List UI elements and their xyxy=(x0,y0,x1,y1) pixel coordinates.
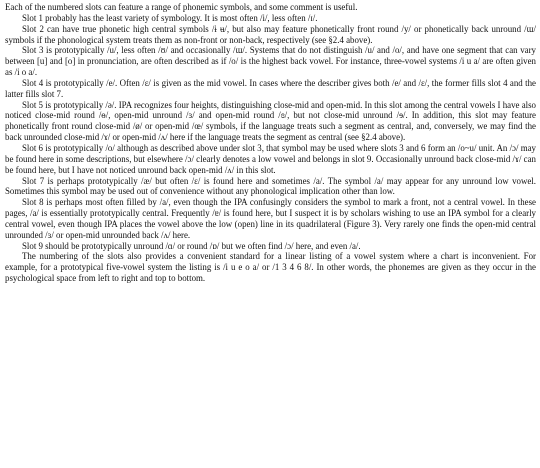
paragraph-slot-3: Slot 3 is prototypically /u/, less often /ʊ/ and occasionally /ɯ/. Systems that do not distinguish /u/ and /o/, and have one segment that can vary between [u] and [o] in pronunciation, are often described as if /o/ is the highest back vowel. For instance, three-vowel systems /i u a/ are often given as /i o a/. xyxy=(5,45,536,78)
document-page xyxy=(5,2,536,284)
paragraph-slot-1: Slot 1 probably has the least variety of symbology. It is most often /i/, less often /ɪ/. xyxy=(22,12,318,23)
paragraph-slot-7: Slot 7 is perhaps prototypically /æ/ but often /ɛ/ is found here and sometimes /a/. The symbol /a/ may appear for any unround low vowel. Sometimes this symbol may be used out of convenience without any phonological implication other than low. xyxy=(5,175,536,197)
paragraph-intro: Each of the numbered slots can feature a range of phonemic symbols, and some comment is useful. xyxy=(5,2,358,12)
paragraph-slot-5: Slot 5 is prototypically /ə/. IPA recognizes four heights, distinguishing close-mid and open-mid. In this slot among the central vowels I have also noticed close-mid round /ɵ/, open-mid unround /ɜ/ and open-mid round /ɞ/, but not close-mid unround /ɘ/. In addition, this slot may feature phonetically front round close-mid /ø/ or open-mid /œ/ symbols, if the language treats such a segment as central, and, conversely, we may find the back unrounded close-mid /ɤ/ or open-mid /ʌ/ here if the language treats the segment as central (see §2.4 above). xyxy=(5,99,536,143)
paragraph-slot-9: Slot 9 should be prototypically unround /ɑ/ or round /ɒ/ but we often find /ɔ/ here, and even /a/. xyxy=(22,240,361,251)
paragraph-slot-8: Slot 8 is perhaps most often filled by /a/, even though the IPA confusingly considers the symbol to mark a front, not a central vowel. In these pages, /a/ is essentially prototypically central. Frequently /ɐ/ is found here, but I suspect it is by scholars wishing to use an IPA symbol for a clearly central vowel, even though IPA places the vowel above the low (open) line in its quadrilateral (Figure 3). Very rarely one finds the open-mid central unrounded /ɜ/ or open-mid unrounded back /ʌ/ here. xyxy=(5,197,536,240)
paragraph-slot-4: Slot 4 is prototypically /e/. Often /ɛ/ is given as the mid vowel. In cases where the describer gives both /e/ and /ɛ/, the former fills slot 4 and the latter fills slot 7. xyxy=(5,77,536,99)
paragraph-numbering: The numbering of the slots also provides a convenient standard for a linear listing of a vowel system where a chart is inconvenient. For example, for a prototypical five-vowel system the listing is /i u e o a/ or /1 3 4 6 8/. In other words, the phonemes are given as they occur in the psychological space from left to right and top to bottom. xyxy=(5,251,536,284)
paragraph-slot-6: Slot 6 is prototypically /o/ although as described above under slot 3, that symbol may be used where slots 3 and 6 form an /o~u/ unit. An /ɔ/ may be found here in some descriptions, but elsewhere /ɔ/ clearly denotes a low vowel and belongs in slot 9. Occasionally unround back close-mid /ɤ/ can be found here, but I have not noticed unround back open-mid /ʌ/ in this slot. xyxy=(5,142,536,175)
paragraph-slot-2: Slot 2 can have true phonetic high central symbols /ɨ ʉ/, but also may feature phonetically front round /y/ or phonetically back unround /ɯ/ symbols if the phonological system treats them as non-front or non-back, respectively (see §2.4 above). xyxy=(5,23,536,45)
